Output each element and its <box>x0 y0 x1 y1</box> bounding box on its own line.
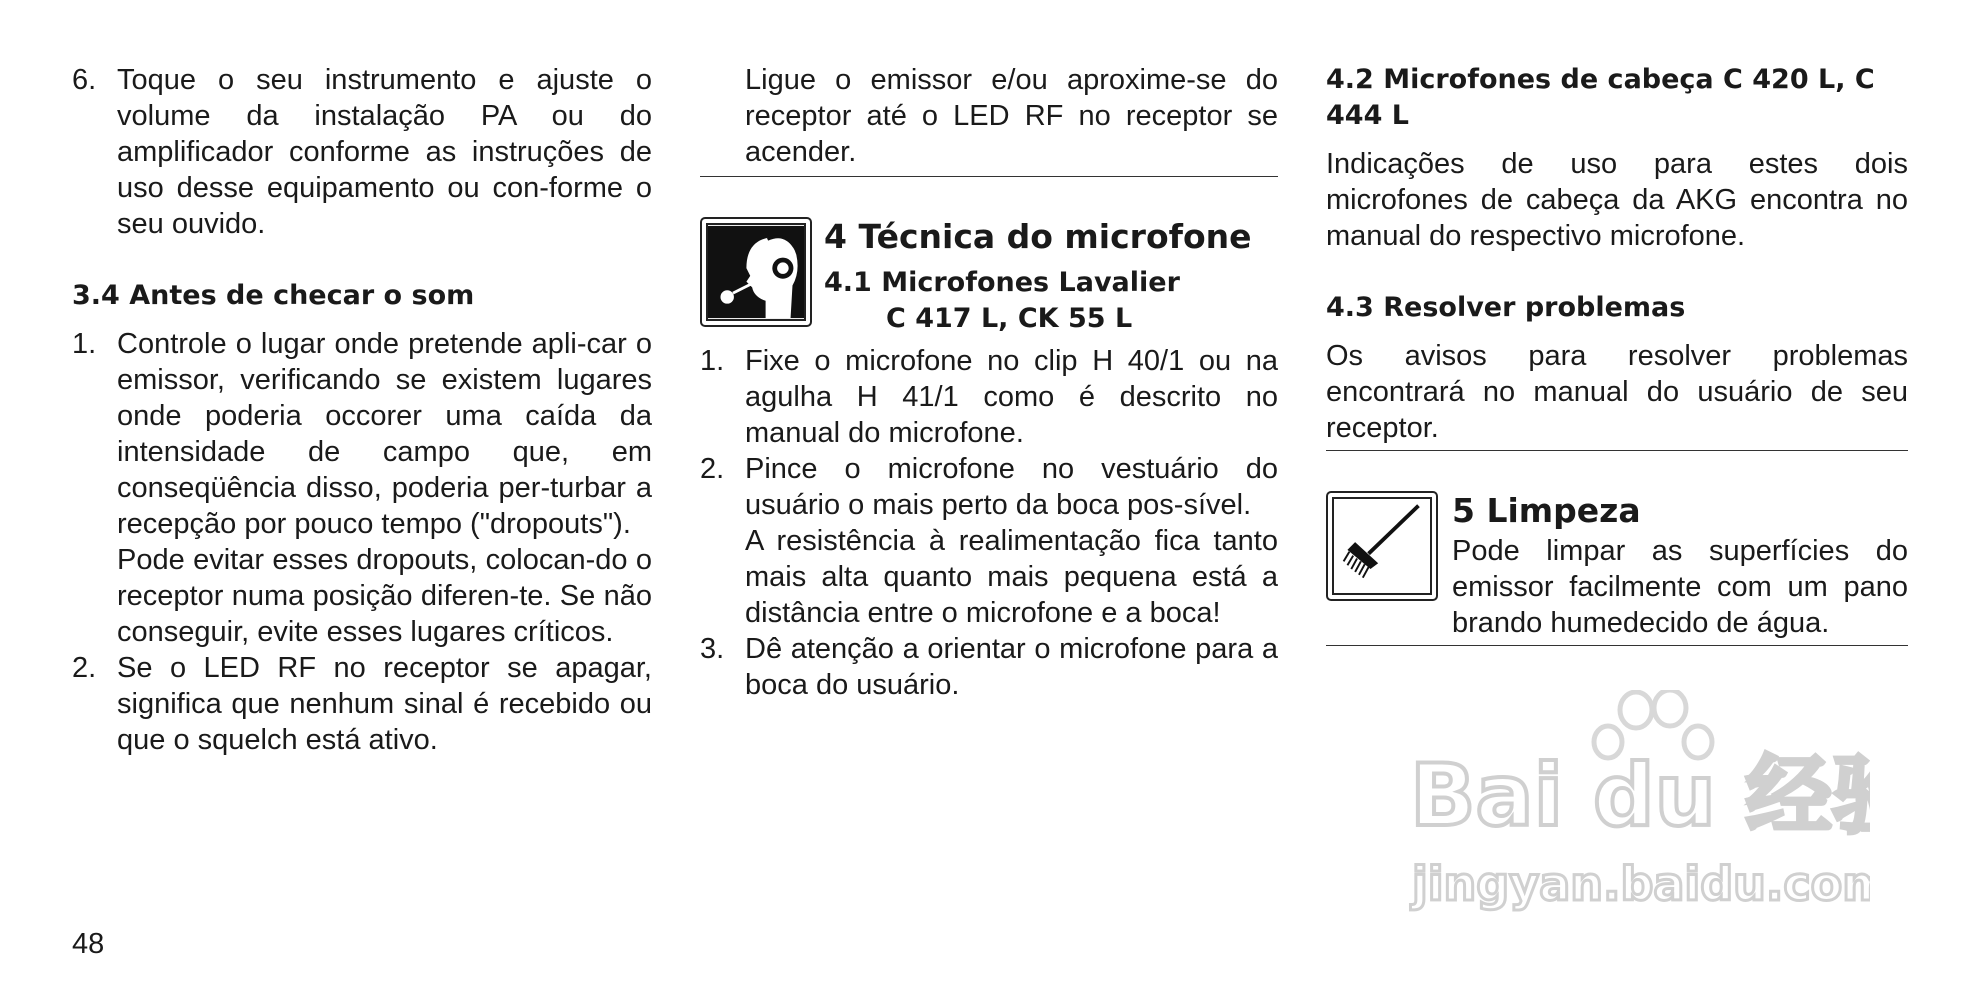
section-4-header <box>700 217 1278 337</box>
section-heading-4: 4 Técnica do microfone <box>824 217 1252 256</box>
column-right <box>1326 62 1908 646</box>
section-4-2-text: Indicações de uso para estes dois microfones de cabeça da AKG encontra no manual do respectivo microfone. <box>1326 148 1908 252</box>
divider <box>1326 645 1908 646</box>
list-item-text: Dê atenção a orientar o microfone para a boca do usuário. <box>745 633 1278 701</box>
section-5-header <box>1326 491 1908 641</box>
head-with-headset-icon <box>708 225 804 319</box>
list-item-text: Toque o seu instrumento e ajuste o volume da instalação PA ou do amplificador conforme as instruções de uso desse equipamento ou con-forme o seu ouvido. <box>117 64 652 240</box>
list-number: 3. <box>700 633 725 665</box>
continued-paragraph: Ligue o emissor e/ou aproxime-se do receptor até o LED RF no receptor se acender. <box>745 64 1278 168</box>
list-item-text: Controle o lugar onde pretende apli-car o emissor, verificando se existem lugares onde poderia occorer uma caída da intensidade de campo que, em conseqüência disso, poderia per-turbar a recepção por pouco tempo ("dropouts"). <box>117 328 652 540</box>
list-item-2 <box>700 451 1278 631</box>
section-heading-4-2: 4.2 Microfones de cabeça C 420 L, C 444 L <box>1326 64 1875 131</box>
page-number: 48 <box>72 928 105 960</box>
divider <box>1326 450 1908 451</box>
list-number: 2. <box>72 652 97 684</box>
watermark-logo <box>1400 690 1870 920</box>
list-number: 2. <box>700 453 725 485</box>
section-4-3-text: Os avisos para resolver problemas encontrará no manual do usuário de seu receptor. <box>1326 340 1908 444</box>
section-heading-4-1-models: C 417 L, CK 55 L <box>886 303 1133 334</box>
list-item-text: Fixe o microfone no clip H 40/1 ou na agulha H 41/1 como é descrito no manual do microfone. <box>745 345 1278 449</box>
divider <box>700 176 1278 177</box>
list-item-1 <box>700 343 1278 451</box>
baidu-jingyan-watermark <box>1400 690 1870 920</box>
list-item-1 <box>72 326 652 650</box>
list-item-continuation: Pode evitar esses dropouts, colocan-do o receptor numa posição diferen-te. Se não conseguir, evite esses lugares críticos. <box>117 544 652 648</box>
section-heading-5: 5 Limpeza <box>1452 491 1641 530</box>
list-item-text: Pince o microfone no vestuário do usuário o mais perto da boca pos-sível. <box>745 453 1278 521</box>
section-heading-4-1: 4.1 Microfones Lavalier <box>824 267 1180 298</box>
list-number: 1. <box>700 345 725 377</box>
list-number: 1. <box>72 328 97 360</box>
microphone-technique-icon <box>700 217 812 327</box>
list-item-3 <box>700 631 1278 703</box>
cleaning-icon <box>1326 491 1438 601</box>
column-left <box>72 62 652 758</box>
list-item-6 <box>72 62 652 242</box>
section-heading-3-4: 3.4 Antes de checar o som <box>72 280 475 311</box>
list-number: 6. <box>72 64 97 96</box>
column-middle <box>700 62 1278 703</box>
list-item-2 <box>72 650 652 758</box>
watermark-logo-text: Bai du 经验 <box>1410 746 1870 846</box>
list-item-text: Se o LED RF no receptor se apagar, significa que nenhum sinal é recebido ou que o squelch está ativo. <box>117 652 652 756</box>
rake-icon <box>1334 499 1430 593</box>
section-5-text: Pode limpar as superfícies do emissor facilmente com um pano brando humedecido de água. <box>1452 535 1908 639</box>
list-item-continuation: A resistência à realimentação fica tanto mais alta quanto mais pequena está a distância entre o microfone e a boca! <box>745 525 1278 629</box>
watermark-url-text: jingyan.baidu.com <box>1412 857 1870 911</box>
section-heading-4-3: 4.3 Resolver problemas <box>1326 292 1686 323</box>
